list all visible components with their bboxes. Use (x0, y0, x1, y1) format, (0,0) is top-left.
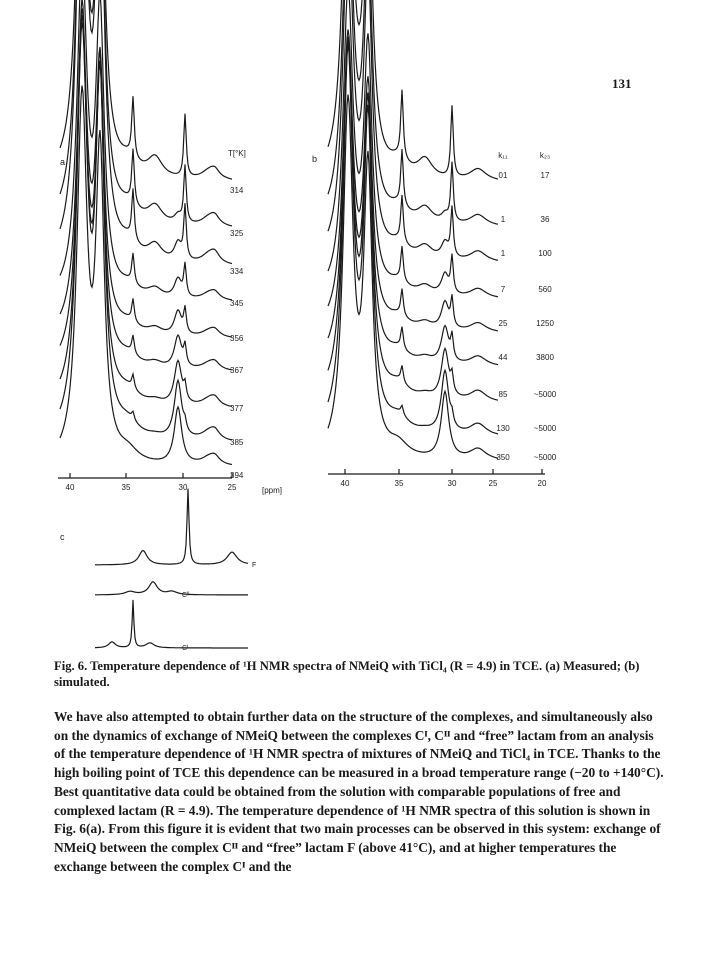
panel-b-spectra (328, 0, 498, 458)
tick-b-label-2: 30 (447, 479, 457, 488)
panel-c-label: c (60, 532, 65, 542)
k11-value-4: 25 (498, 319, 508, 328)
figure-labels (60, 149, 557, 650)
tick-b-label-0: 40 (340, 479, 350, 488)
k23-value-6: ~5000 (533, 390, 557, 399)
k23-value-5: 3800 (536, 353, 554, 362)
spectrum-c-1 (95, 489, 248, 565)
k23-header: k₂₃ (539, 151, 551, 160)
trace-label-1: Cᴵᴵ (182, 592, 190, 599)
body-text (54, 708, 664, 876)
temperature-label-1: 325 (230, 229, 244, 238)
tick-a-label-0: 40 (65, 483, 75, 492)
page-number: 131 (612, 76, 632, 91)
spectrum-b-3 (328, 0, 498, 260)
k11-value-1: 1 (500, 215, 506, 224)
spectrum-c-3 (95, 600, 248, 648)
temperature-label-5: 367 (230, 366, 244, 375)
temperature-label-3: 345 (230, 299, 244, 308)
panel-a-spectra (60, 0, 232, 465)
k23-value-0: 17 (540, 171, 550, 180)
k11-value-8: 350 (496, 453, 510, 462)
k11-value-6: 85 (498, 390, 508, 399)
k23-value-4: 1250 (536, 319, 554, 328)
tick-b-label-3: 25 (488, 479, 498, 488)
k11-value-3: 7 (500, 285, 506, 294)
k11-header: k₁₁ (498, 151, 508, 160)
temperature-label-2: 334 (230, 267, 244, 276)
k23-value-8: ~5000 (533, 453, 557, 462)
spectrum-a-4 (60, 0, 232, 300)
k23-value-1: 36 (540, 215, 550, 224)
spectrum-a-8 (60, 0, 232, 440)
k23-value-3: 560 (538, 285, 552, 294)
spectrum-b-7 (328, 37, 498, 401)
tick-a-label-3: 25 (227, 483, 237, 492)
ppm-axes (58, 469, 545, 478)
tick-a-label-2: 30 (178, 483, 188, 492)
tick-a-label-1: 35 (121, 483, 131, 492)
spectrum-c-2 (95, 582, 248, 595)
temperature-label-7: 385 (230, 438, 244, 447)
temperature-label-0: 314 (230, 186, 244, 195)
k23-value-7: ~5000 (533, 424, 557, 433)
trace-label-0: F (252, 562, 257, 569)
spectrum-a-9 (60, 86, 232, 465)
tick-b-label-1: 35 (394, 479, 404, 488)
panel-a-label: a (60, 157, 66, 167)
k11-value-5: 44 (498, 353, 508, 362)
temperature-label-4: 356 (230, 334, 244, 343)
panel-b-label: b (312, 154, 318, 164)
ppm-unit-label: [ppm] (261, 486, 283, 495)
paragraph: We have also attempted to obtain further data on the structure of the complexes, and simultaneously also on the dynamics of exchange of NMeiQ between the complexes Cᴵ, Cᴵᴵ and “free” lactam from an analysis of the temperature dependence of ¹H NMR spectra of mixtures of NMeiQ and TiCl₄ in TCE. Thanks to the high boiling point of TCE this dependence can be measured in a broad temperature range (−20 to +140°C). Best quantitative data could be obtained from the solution with comparable populations of free and complexed lactam (R = 4.9). The temperature dependence of ¹H NMR spectra of this solution is shown in Fig. 6(a). From this figure it is evident that two main processes can be observed in this system: exchange of NMeiQ between the complex Cᴵᴵ and “free” lactam F (above 41°C), and at higher temperatures the exchange between the complex Cᴵ and the (54, 709, 664, 874)
k23-value-2: 100 (538, 249, 552, 258)
k11-value-0: 01 (498, 171, 508, 180)
k11-value-2: 1 (500, 249, 506, 258)
trace-label-2: Cᴵ (182, 645, 189, 650)
k11-value-7: 130 (496, 424, 510, 433)
panel-c-spectra (95, 489, 248, 648)
temperature-label-6: 377 (230, 404, 244, 413)
tick-b-label-4: 20 (537, 479, 547, 488)
panel-a-header: T[°K] (228, 149, 246, 158)
temperature-label-8: 394 (230, 471, 244, 480)
figure-caption: Fig. 6. Temperature dependence of ¹H NMR spectra of NMeiQ with TiCl₄ (R = 4.9) in TCE. (a) Measured; (b) simulated. (54, 659, 640, 689)
